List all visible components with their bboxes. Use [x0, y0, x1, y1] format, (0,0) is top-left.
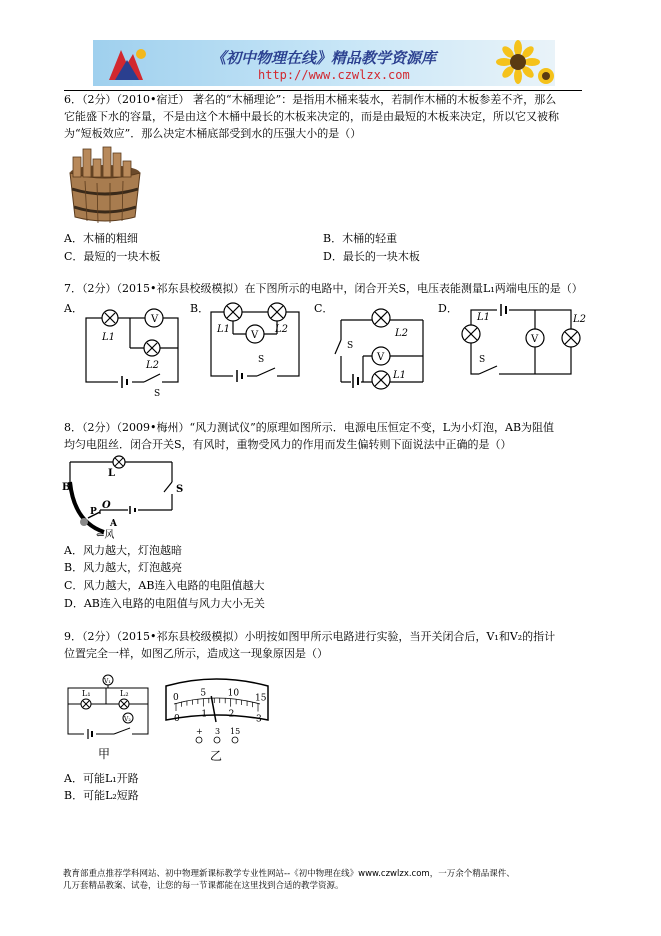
- q6-option-b[interactable]: B．木桶的轻重: [323, 232, 398, 245]
- meter-bottom-tick-label: 0: [174, 713, 180, 724]
- svg-text:L2: L2: [275, 324, 289, 335]
- meter-top-tick-label: 0: [173, 692, 179, 703]
- label-v2: V₂: [124, 716, 131, 723]
- svg-text:L2: L2: [573, 314, 587, 325]
- svg-text:S: S: [347, 341, 354, 351]
- meter-bottom-tick-label: 2: [228, 709, 235, 720]
- label-l: L: [108, 468, 116, 479]
- meter-bottom-tick-label: 1: [201, 709, 208, 720]
- wind-label: ⇐风: [96, 530, 115, 541]
- q6-option-a[interactable]: A．木桶的粗细: [64, 232, 138, 245]
- meter-top-tick-label: 5: [200, 688, 207, 699]
- label-l2: L₂: [120, 689, 129, 698]
- q8-wind-tester-figure: [60, 452, 190, 542]
- footer-line-1: 教育部重点推荐学科网站、初中物理新课标教学专业性网站--《初中物理在线》www.czwlzx.com，一万余个精品课件、: [63, 869, 515, 879]
- logo-icon: [101, 44, 153, 84]
- meter-top-tick-label: 15: [255, 693, 267, 704]
- q9-line-2: 位置完全一样，如图乙所示，造成这一现象原因是（）: [64, 647, 328, 660]
- label-o: O: [102, 500, 111, 511]
- q6-line-2: 它能盛下水的容量，不是由这个木桶中最长的木板来决定的，而是由最短的木板来决定，所以它又被称: [64, 110, 559, 123]
- terminal-plus: +: [196, 727, 203, 736]
- q6-line-3: 为“短板效应”．那么决定木桶底部受到水的压强大小的是（）: [64, 127, 362, 140]
- q9-option-b[interactable]: B．可能L₂短路: [64, 789, 139, 802]
- label-l1: L1: [102, 332, 116, 343]
- q7-line-1: 7．（2分）（2015•祁东县校级模拟）在下图所示的电路中，闭合开关S，电压表能测量L₁两端电压的是（）: [64, 282, 583, 295]
- q8-option-b[interactable]: B．风力越大，灯泡越亮: [64, 561, 183, 574]
- label-jia: 甲: [98, 747, 111, 761]
- q7-circuit-b: [205, 298, 310, 386]
- svg-text:V: V: [251, 330, 259, 341]
- q9-circuit-jia: [62, 674, 154, 764]
- q7-option-c[interactable]: C．: [314, 302, 334, 315]
- q6-option-d[interactable]: D．最长的一块木板: [323, 250, 420, 263]
- svg-text:S: S: [258, 355, 265, 365]
- wooden-bucket-figure: [65, 145, 145, 225]
- label-s: S: [176, 484, 184, 495]
- terminal-15: 15: [230, 727, 241, 736]
- q9-option-a[interactable]: A．可能L₁开路: [64, 772, 139, 785]
- svg-text:V: V: [377, 352, 385, 363]
- label-l1: L₁: [82, 689, 91, 698]
- q7-option-b[interactable]: B．: [190, 302, 210, 315]
- q9-voltmeter-yi: [160, 676, 278, 786]
- q8-option-d[interactable]: D．AB连入电路的电阻值与风力大小无关: [64, 597, 265, 610]
- banner-title: 《初中物理在线》精品教学资源库: [211, 49, 437, 67]
- label-l2: L2: [146, 360, 160, 371]
- header-banner: [93, 40, 555, 86]
- svg-text:L2: L2: [395, 328, 409, 339]
- q7-option-a[interactable]: A．: [64, 302, 83, 315]
- q7-circuit-a: [80, 300, 190, 399]
- sunflower-icon: [488, 40, 555, 86]
- q8-option-c[interactable]: C．风力越大，AB连入电路的电阻值越大: [64, 579, 265, 592]
- voltmeter-label: V: [151, 314, 159, 325]
- svg-text:L1: L1: [477, 312, 491, 323]
- footer-line-2: 几万套精品教案、试卷，让您的每一节课都能在这里找到合适的教学资源。: [63, 881, 344, 891]
- q6-line-1: 6．（2分）（2010•宿迁） 著名的“木桶理论”：是指用木桶来装水，若制作木桶的木板参差不齐，那么: [64, 93, 557, 106]
- q9-line-1: 9．（2分）（2015•祁东县校级模拟）小明按如图甲所示电路进行实验，当开关闭合后，V₁和V₂的指计: [64, 630, 556, 643]
- meter-top-tick-label: 10: [227, 688, 240, 699]
- q7-circuit-c: [335, 300, 435, 392]
- svg-text:L1: L1: [393, 370, 407, 381]
- header-rule: [64, 90, 582, 91]
- svg-text:S: S: [479, 355, 486, 365]
- q7-circuit-d: [457, 304, 587, 382]
- terminal-3: 3: [215, 727, 221, 736]
- svg-text:V: V: [531, 334, 539, 345]
- label-s: S: [154, 389, 161, 399]
- label-a: A: [110, 519, 117, 529]
- label-b: B: [62, 482, 71, 493]
- banner-url: http://www.czwlzx.com: [258, 68, 410, 82]
- q8-line-1: 8．（2分）（2009•梅州）“风力测试仪”的原理如图所示．电源电压恒定不变，L为小灯泡，AB为阻值: [64, 421, 555, 434]
- label-p: P: [90, 507, 97, 517]
- q7-option-d[interactable]: D．: [438, 302, 458, 315]
- q8-line-2: 均匀电阻丝．闭合开关S，有风时，重物受风力的作用而发生偏转则下面说法中正确的是（）: [64, 438, 512, 451]
- q6-option-c[interactable]: C．最短的一块木板: [64, 250, 161, 263]
- label-yi: 乙: [210, 749, 223, 763]
- label-v1: V₁: [104, 678, 111, 685]
- meter-bottom-tick-label: 3: [256, 714, 262, 725]
- svg-text:L1: L1: [217, 324, 231, 335]
- q8-option-a[interactable]: A．风力越大，灯泡越暗: [64, 544, 182, 557]
